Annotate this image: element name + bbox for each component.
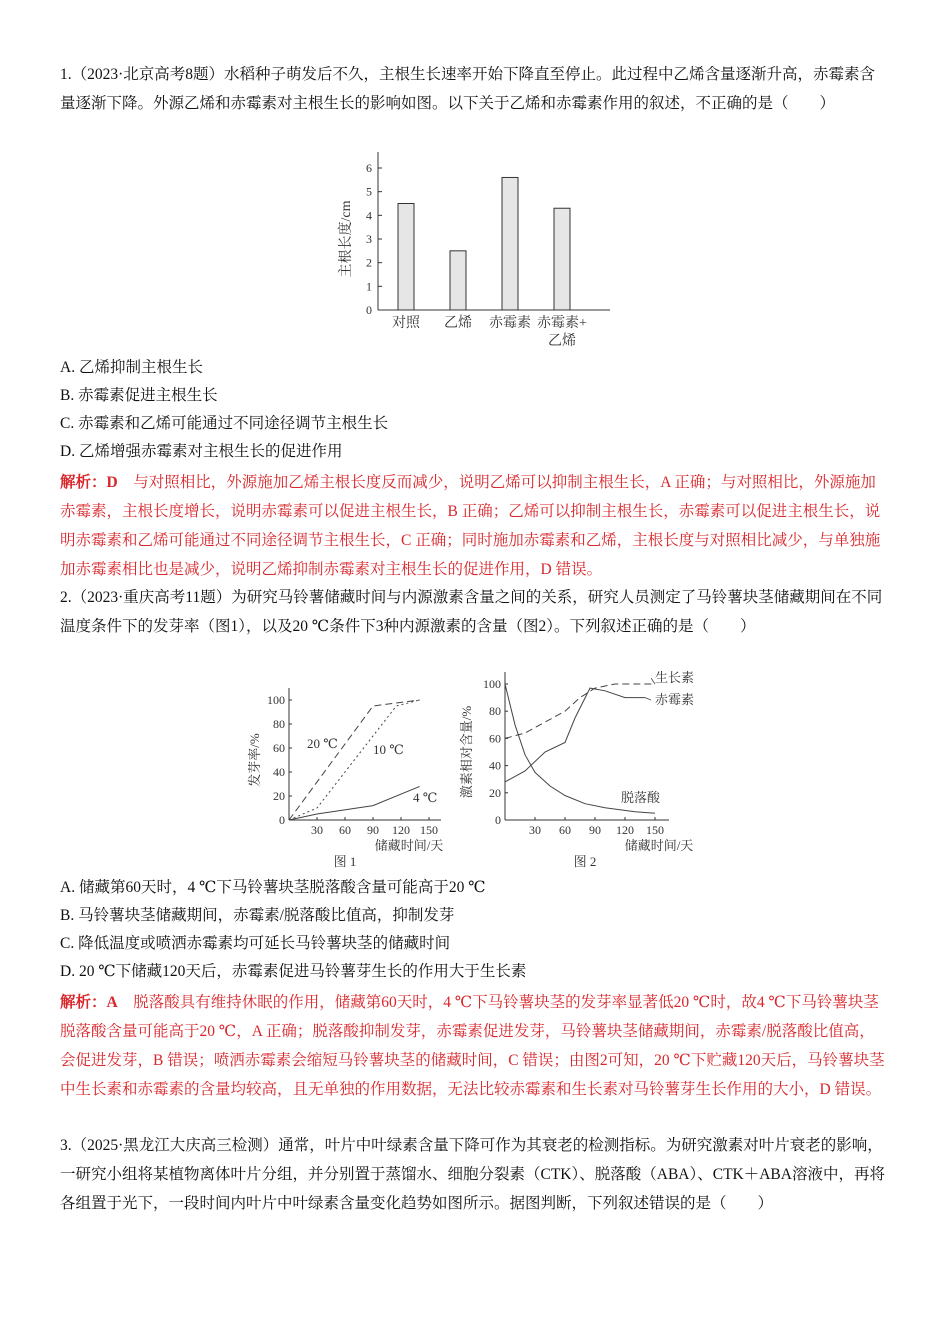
y-tick-label: 20 [489, 785, 501, 800]
x-axis-label: 储藏时间/天 [624, 838, 694, 853]
series-line [505, 684, 655, 738]
q1-option-c: C. 赤霉素和乙烯可能通过不同途径调节主根生长 [60, 415, 389, 432]
bar [450, 251, 466, 310]
q2-analysis-label: 解析： [60, 994, 107, 1011]
q2-analysis-text: 脱落酸具有维持休眠的作用，储藏第60天时，4 ℃下马铃薯块茎的发芽率显著低20 ℃时，故4 ℃下马铃薯块茎脱落酸含量可能高于20 ℃，A 正确；脱落酸抑制发芽，赤霉素促进发芽，马铃薯块茎储藏期间，赤霉素/脱落酸比值高，会促进发芽，B 错误；喷洒赤霉素会缩短马铃薯块茎的储藏时间，C 错误；由图2可知，20 ℃下贮藏120天后，马铃薯块茎中生长素和赤霉素的含量均较高，且无单独的作用数据，无法比较赤霉素和生长素对马铃薯芽生长作用的大小，D 错误。 [60, 994, 885, 1098]
q2-answer-key: A [106, 994, 118, 1011]
figure-caption: 图 2 [573, 854, 597, 869]
x-tick-label: 乙烯 [548, 334, 576, 349]
y-tick-label: 100 [267, 693, 285, 707]
y-tick-label: 80 [489, 704, 501, 719]
bar [398, 204, 414, 311]
series-line [289, 700, 420, 820]
y-tick-label: 2 [366, 255, 372, 270]
q2-figure-1 [245, 668, 445, 873]
series-label: 赤霉素 [655, 692, 695, 707]
x-tick-label: 对照 [392, 316, 420, 331]
q2-figure-2 [455, 668, 715, 873]
y-tick-label: 60 [489, 731, 501, 746]
q1-bar-chart [330, 140, 620, 355]
q1-option-b: B. 赤霉素促进主根生长 [60, 387, 218, 404]
origin-label: 0 [495, 813, 501, 827]
x-tick-label: 赤霉素 [489, 316, 531, 331]
x-tick-label: 150 [420, 823, 438, 837]
y-tick-label: 80 [273, 717, 285, 731]
x-axis-label: 储藏时间/天 [374, 838, 444, 853]
q1-stem: 1.（2023·北京高考8题）水稻种子萌发后不久，主根生长速率开始下降直至停止。此过程中乙烯含量逐渐升高，赤霉素含量逐渐下降。外源乙烯和赤霉素对主根生长的影响如图。以下关于乙烯和赤霉素作用的叙述，不正确的是（ ） [60, 66, 876, 112]
figure-caption: 图 1 [333, 854, 357, 869]
q3-stem: 3.（2025·黑龙江大庆高三检测）通常，叶片中叶绿素含量下降可作为其衰老的检测指标。为研究激素对叶片衰老的影响，一研究小组将某植物离体叶片分组，并分别置于蒸馏水、细胞分裂素（CTK）、脱落酸（ABA）、CTK＋ABA溶液中，再将各组置于光下，一段时间内叶片中叶绿素含量变化趋势如图所示。据图判断，下列叙述错误的是（ ） [60, 1137, 885, 1212]
y-tick-label: 1 [366, 279, 372, 294]
q2-option-d: D. 20 ℃下储藏120天后，赤霉素促进马铃薯芽生长的作用大于生长素 [60, 963, 527, 980]
y-tick-label: 4 [366, 208, 372, 223]
bar [502, 177, 518, 310]
x-tick-label: 60 [559, 823, 571, 837]
y-tick-label: 3 [366, 232, 372, 246]
q1-option-a: A. 乙烯抑制主根生长 [60, 359, 203, 376]
series-label: 生长素 [655, 670, 695, 685]
y-axis-label: 主根长度/cm [339, 200, 354, 278]
q1-answer-key: D [106, 474, 118, 491]
y-tick-label: 40 [273, 765, 285, 779]
q2-stem: 2.（2023·重庆高考11题）为研究马铃薯储藏时间与内源激素含量之间的关系，研究人员测定了马铃薯块茎储藏期间在不同温度条件下的发芽率（图1），以及20 ℃条件下3种内源激素的含量（图2）。下列叙述正确的是（ ） [60, 589, 883, 635]
x-tick-label: 90 [367, 823, 379, 837]
y-tick-label: 6 [366, 161, 372, 175]
q2-option-b: B. 马铃薯块茎储藏期间，赤霉素/脱落酸比值高，抑制发芽 [60, 907, 455, 924]
q2-analysis [60, 988, 890, 1104]
origin-label: 0 [279, 813, 285, 827]
x-tick-label: 90 [589, 823, 601, 837]
y-tick-label: 0 [366, 303, 372, 317]
q1-analysis [60, 468, 890, 584]
q1-analysis-label: 解析： [60, 474, 107, 491]
series-leader [645, 698, 651, 700]
x-tick-label: 乙烯 [444, 316, 472, 331]
series-label: 10 ℃ [373, 742, 404, 757]
y-tick-label: 40 [489, 758, 501, 773]
x-tick-label: 60 [339, 823, 351, 837]
x-tick-label: 120 [616, 823, 634, 837]
x-tick-label: 30 [529, 823, 541, 837]
x-tick-label: 赤霉素+ [537, 316, 587, 331]
q2-option-c: C. 降低温度或喷洒赤霉素均可延长马铃薯块茎的储藏时间 [60, 935, 451, 952]
y-tick-label: 100 [483, 677, 501, 691]
x-tick-label: 30 [311, 823, 323, 837]
y-tick-label: 60 [273, 741, 285, 755]
q1-analysis-text: 与对照相比，外源施加乙烯主根长度反而减少，说明乙烯可以抑制主根生长，A 正确；与对照相比，外源施加赤霉素，主根长度增长，说明赤霉素可以促进主根生长，B 正确；乙烯可以抑制主根生长，赤霉素可以促进主根生长，说明赤霉素和乙烯可能通过不同途径调节主根生长，C 正确；同时施加赤霉素和乙烯，主根长度与对照相比减少，与单独施加赤霉素相比也是减少，说明乙烯抑制赤霉素对主根生长的促进作用，D 错误。 [60, 474, 881, 578]
y-axis-label: 激素相对含量/% [459, 705, 474, 799]
bar [554, 208, 570, 310]
q2-option-a: A. 储藏第60天时，4 ℃下马铃薯块茎脱落酸含量可能高于20 ℃ [60, 879, 486, 896]
series-line [289, 786, 420, 820]
x-tick-label: 120 [392, 823, 410, 837]
q1-option-d: D. 乙烯增强赤霉素对主根生长的促进作用 [60, 443, 343, 460]
x-tick-label: 150 [646, 823, 664, 837]
series-label: 脱落酸 [621, 790, 661, 805]
series-label: 4 ℃ [413, 790, 438, 805]
y-tick-label: 20 [273, 789, 285, 803]
series-label: 20 ℃ [307, 736, 338, 751]
y-axis-label: 发芽率/% [247, 733, 262, 787]
y-tick-label: 5 [366, 184, 372, 199]
